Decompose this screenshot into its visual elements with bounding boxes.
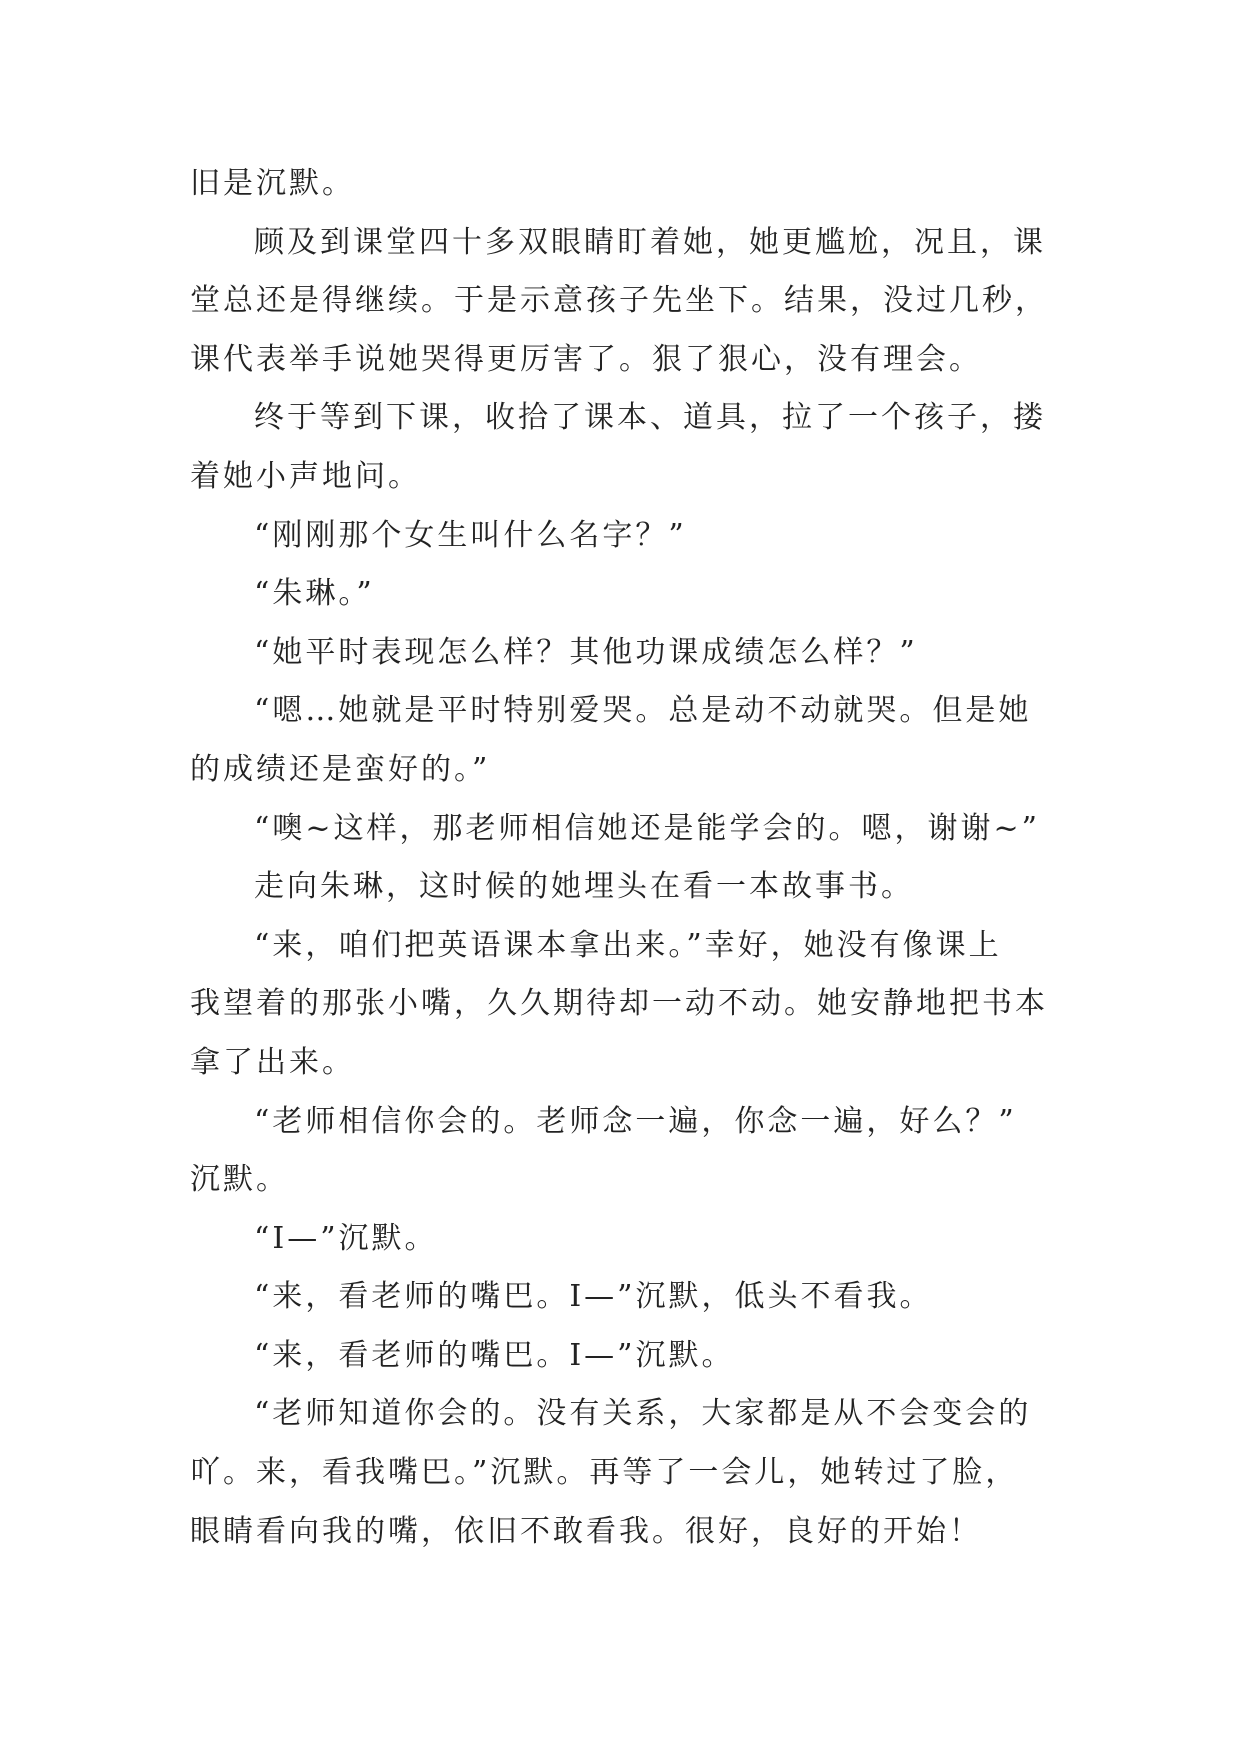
- text-line: 我望着的那张小嘴，久久期待却一动不动。她安静地把书本: [190, 986, 1048, 1022]
- text-line: “刚刚那个女生叫什么名字？”: [254, 517, 687, 553]
- text-line: “她平时表现怎么样？其他功课成绩怎么样？”: [254, 634, 918, 670]
- text-line: 拿了出来。: [190, 1044, 355, 1080]
- text-line: 课代表举手说她哭得更厉害了。狠了狠心，没有理会。: [190, 341, 982, 377]
- text-line: 的成绩还是蛮好的。”: [190, 751, 491, 787]
- text-line: 眼睛看向我的嘴，依旧不敢看我。很好，良好的开始！: [190, 1513, 982, 1549]
- text-line: “老师知道你会的。没有关系，大家都是从不会变会的: [254, 1396, 1032, 1432]
- text-line: “噢~这样，那老师相信她还是能学会的。嗯，谢谢~”: [254, 810, 1040, 846]
- text-line: “来，看老师的嘴巴。I—”沉默，低头不看我。: [254, 1279, 933, 1315]
- text-line: “I—”沉默。: [254, 1220, 438, 1256]
- text-line: 堂总还是得继续。于是示意孩子先坐下。结果，没过几秒，: [190, 283, 1048, 319]
- text-line: 着她小声地问。: [190, 458, 421, 494]
- text-line: “朱琳。”: [254, 576, 375, 612]
- body-text: [190, 155, 1050, 1561]
- text-line: “来，咱们把英语课本拿出来。”幸好，她没有像课上: [254, 927, 1002, 963]
- text-line: 走向朱琳，这时候的她埋头在看一本故事书。: [254, 869, 914, 905]
- text-line: 吖。来，看我嘴巴。”沉默。再等了一会儿，她转过了脸，: [190, 1455, 1019, 1491]
- text-line: “来，看老师的嘴巴。I—”沉默。: [254, 1337, 735, 1373]
- text-line: 沉默。: [190, 1162, 289, 1198]
- text-line: 顾及到课堂四十多双眼睛盯着她，她更尴尬，况且，课: [254, 224, 1046, 260]
- text-line: 旧是沉默。: [190, 166, 355, 201]
- text-line: “嗯…她就是平时特别爱哭。总是动不动就哭。但是她: [254, 693, 1032, 729]
- text-line: 终于等到下课，收拾了课本、道具，拉了一个孩子，搂: [254, 400, 1046, 436]
- text-line: “老师相信你会的。老师念一遍，你念一遍，好么？”: [254, 1103, 1017, 1139]
